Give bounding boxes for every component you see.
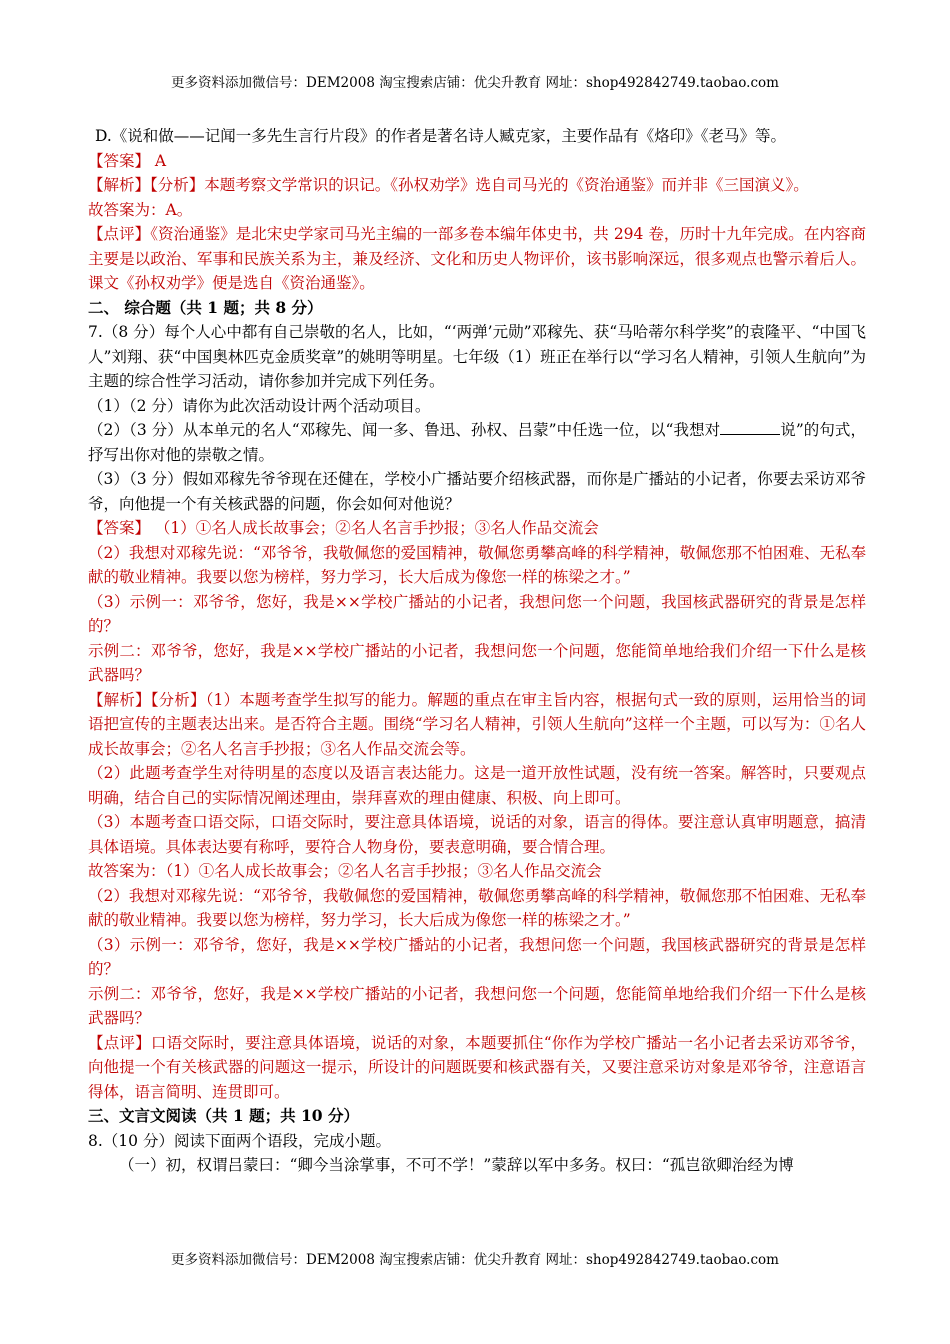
blank-underline [720, 420, 780, 435]
section-heading-2: 二、 综合题（共 1 题；共 8 分） [88, 297, 323, 317]
comment-7: 【点评】口语交际时，要注意具体语境，说话的对象，本题要抓住“你作为学校广播站一名小记者去采访邓爷爷，向他提一个有关核武器的问题这一提示，所设计的问题既要和核武器有关，又要注意采访对象是邓爷爷，注意语言得体，语言简明、连贯即可。 [88, 1033, 866, 1101]
conclusion-7-3-example1: （3）示例一：邓爷爷，您好，我是××学校广播站的小记者，我想问您一个问题，我国核武器研究的背景是怎样的？ [88, 935, 866, 978]
document-body [88, 124, 866, 1178]
page-footer: 更多资料添加微信号：DEM2008 淘宝搜索店铺：优尖升教育 网址：shop492842749.taobao.com [171, 1252, 779, 1268]
conclusion-line: 故答案为：A。 [88, 200, 193, 219]
answer-line: 【答案】 A [88, 151, 167, 170]
question-7: 7.（8 分）每个人心中都有自己崇敬的名人，比如，“‘两弹’元勋”邓稼先、获“马哈蒂尔科学奖”的袁隆平、“中国飞人”刘翔、获“中国奥林匹克金质奖章”的姚明等明星。七年级（1）班正在举行以“学习名人精神，引领人生航向”为主题的综合性学习活动，请你参加并完成下列任务。 [88, 323, 866, 390]
option-d: D.《说和做——记闻一多先生言行片段》的作者是著名诗人臧克家，主要作品有《烙印》《老马》等。 [95, 127, 787, 145]
answer-7-2: （2）我想对邓稼先说：“邓爷爷，我敬佩您的爱国精神，敬佩您勇攀高峰的科学精神，敬佩您那不怕困难、无私奉献的敬业精神。我要以您为榜样，努力学习，长大后成为像您一样的栋梁之才。” [88, 543, 866, 586]
answer-7-3-example1: （3）示例一：邓爷爷，您好，我是××学校广播站的小记者，我想问您一个问题，我国核武器研究的背景是怎样的？ [88, 592, 866, 635]
analysis-line: 【解析】【分析】本题考察文学常识的识记。《孙权劝学》选自司马光的《资治通鉴》而并非《三国演义》。 [88, 176, 809, 194]
comment-paragraph: 【点评】《资治通鉴》是北宋史学家司马光主编的一部多卷本编年体史书，共 294 卷，历时十九年完成。在内容商主要是以政治、军事和民族关系为主，兼及经济、文化和历史人物评价，该书影响深远，很多观点也警示着后人。课文《孙权劝学》便是选自《资治通鉴》。 [88, 225, 866, 292]
conclusion-7-2: （2）我想对邓稼先说：“邓爷爷，我敬佩您的爱国精神，敬佩您勇攀高峰的科学精神，敬佩您那不怕困难、无私奉献的敬业精神。我要以您为榜样，努力学习，长大后成为像您一样的栋梁之才。” [88, 886, 866, 929]
question-7-part-1: （1）（2 分）请你为此次活动设计两个活动项目。 [88, 396, 431, 415]
page-header: 更多资料添加微信号：DEM2008 淘宝搜索店铺：优尖升教育 网址：shop492842749.taobao.com [171, 75, 779, 91]
analysis-7-3: （3）本题考查口语交际，口语交际时，要注意具体语境，说话的对象，语言的得体。要注意认真审明题意，搞清具体语境。具体表达要有称呼，要符合人物身份，要表意明确，要合情合理。 [88, 813, 866, 856]
answer-7-3-example2: 示例二：邓爷爷，您好，我是××学校广播站的小记者，我想问您一个问题，您能简单地给我们介绍一下什么是核武器吗？ [88, 641, 866, 684]
analysis-7-2: （2）此题考查学生对待明星的态度以及语言表达能力。这是一道开放性试题，没有统一答案。解答时，只要观点明确，结合自己的实际情况阐述理由，崇拜喜欢的理由健康、积极、向上即可。 [88, 764, 866, 807]
passage-1: （一）初，权谓吕蒙曰：“卿今当涂掌事，不可不学！”蒙辞以军中多务。权曰：“孤岂欲卿治经为博 [119, 1156, 794, 1174]
analysis-7-1: 【解析】【分析】（1）本题考查学生拟写的能力。解题的重点在审主旨内容，根据句式一致的原则，运用恰当的词语把宣传的主题表达出来。是否符合主题。围绕“学习名人精神，引领人生航向”这样一个主题，可以写为：①名人成长故事会；②名人名言手抄报；③名人作品交流会等。 [88, 690, 866, 758]
conclusion-7-3-example2: 示例二：邓爷爷，您好，我是××学校广播站的小记者，我想问您一个问题，您能简单地给我们介绍一下什么是核武器吗？ [88, 984, 866, 1027]
answer-7-1: 【答案】 （1）①名人成长故事会；②名人名言手抄报；③名人作品交流会 [88, 519, 599, 537]
question-7-part-2: （2）（3 分）从本单元的名人“邓稼先、闻一多、鲁迅、孙权、吕蒙”中任选一位，以“我想对 说”的句式，抒写出你对他的崇敬之情。 [88, 421, 866, 464]
question-7-part-3: （3）（3 分）假如邓稼先爷爷现在还健在，学校小广播站要介绍核武器，而你是广播站的小记者，你要去采访邓爷爷，向他提一个有关核武器的问题，你会如何对他说？ [88, 470, 866, 513]
conclusion-7-1: 故答案为：（1）①名人成长故事会；②名人名言手抄报；③名人作品交流会 [88, 862, 602, 880]
question-8: 8.（10 分）阅读下面两个语段，完成小题。 [88, 1131, 391, 1150]
section-heading-3: 三、文言文阅读（共 1 题；共 10 分） [88, 1106, 359, 1125]
